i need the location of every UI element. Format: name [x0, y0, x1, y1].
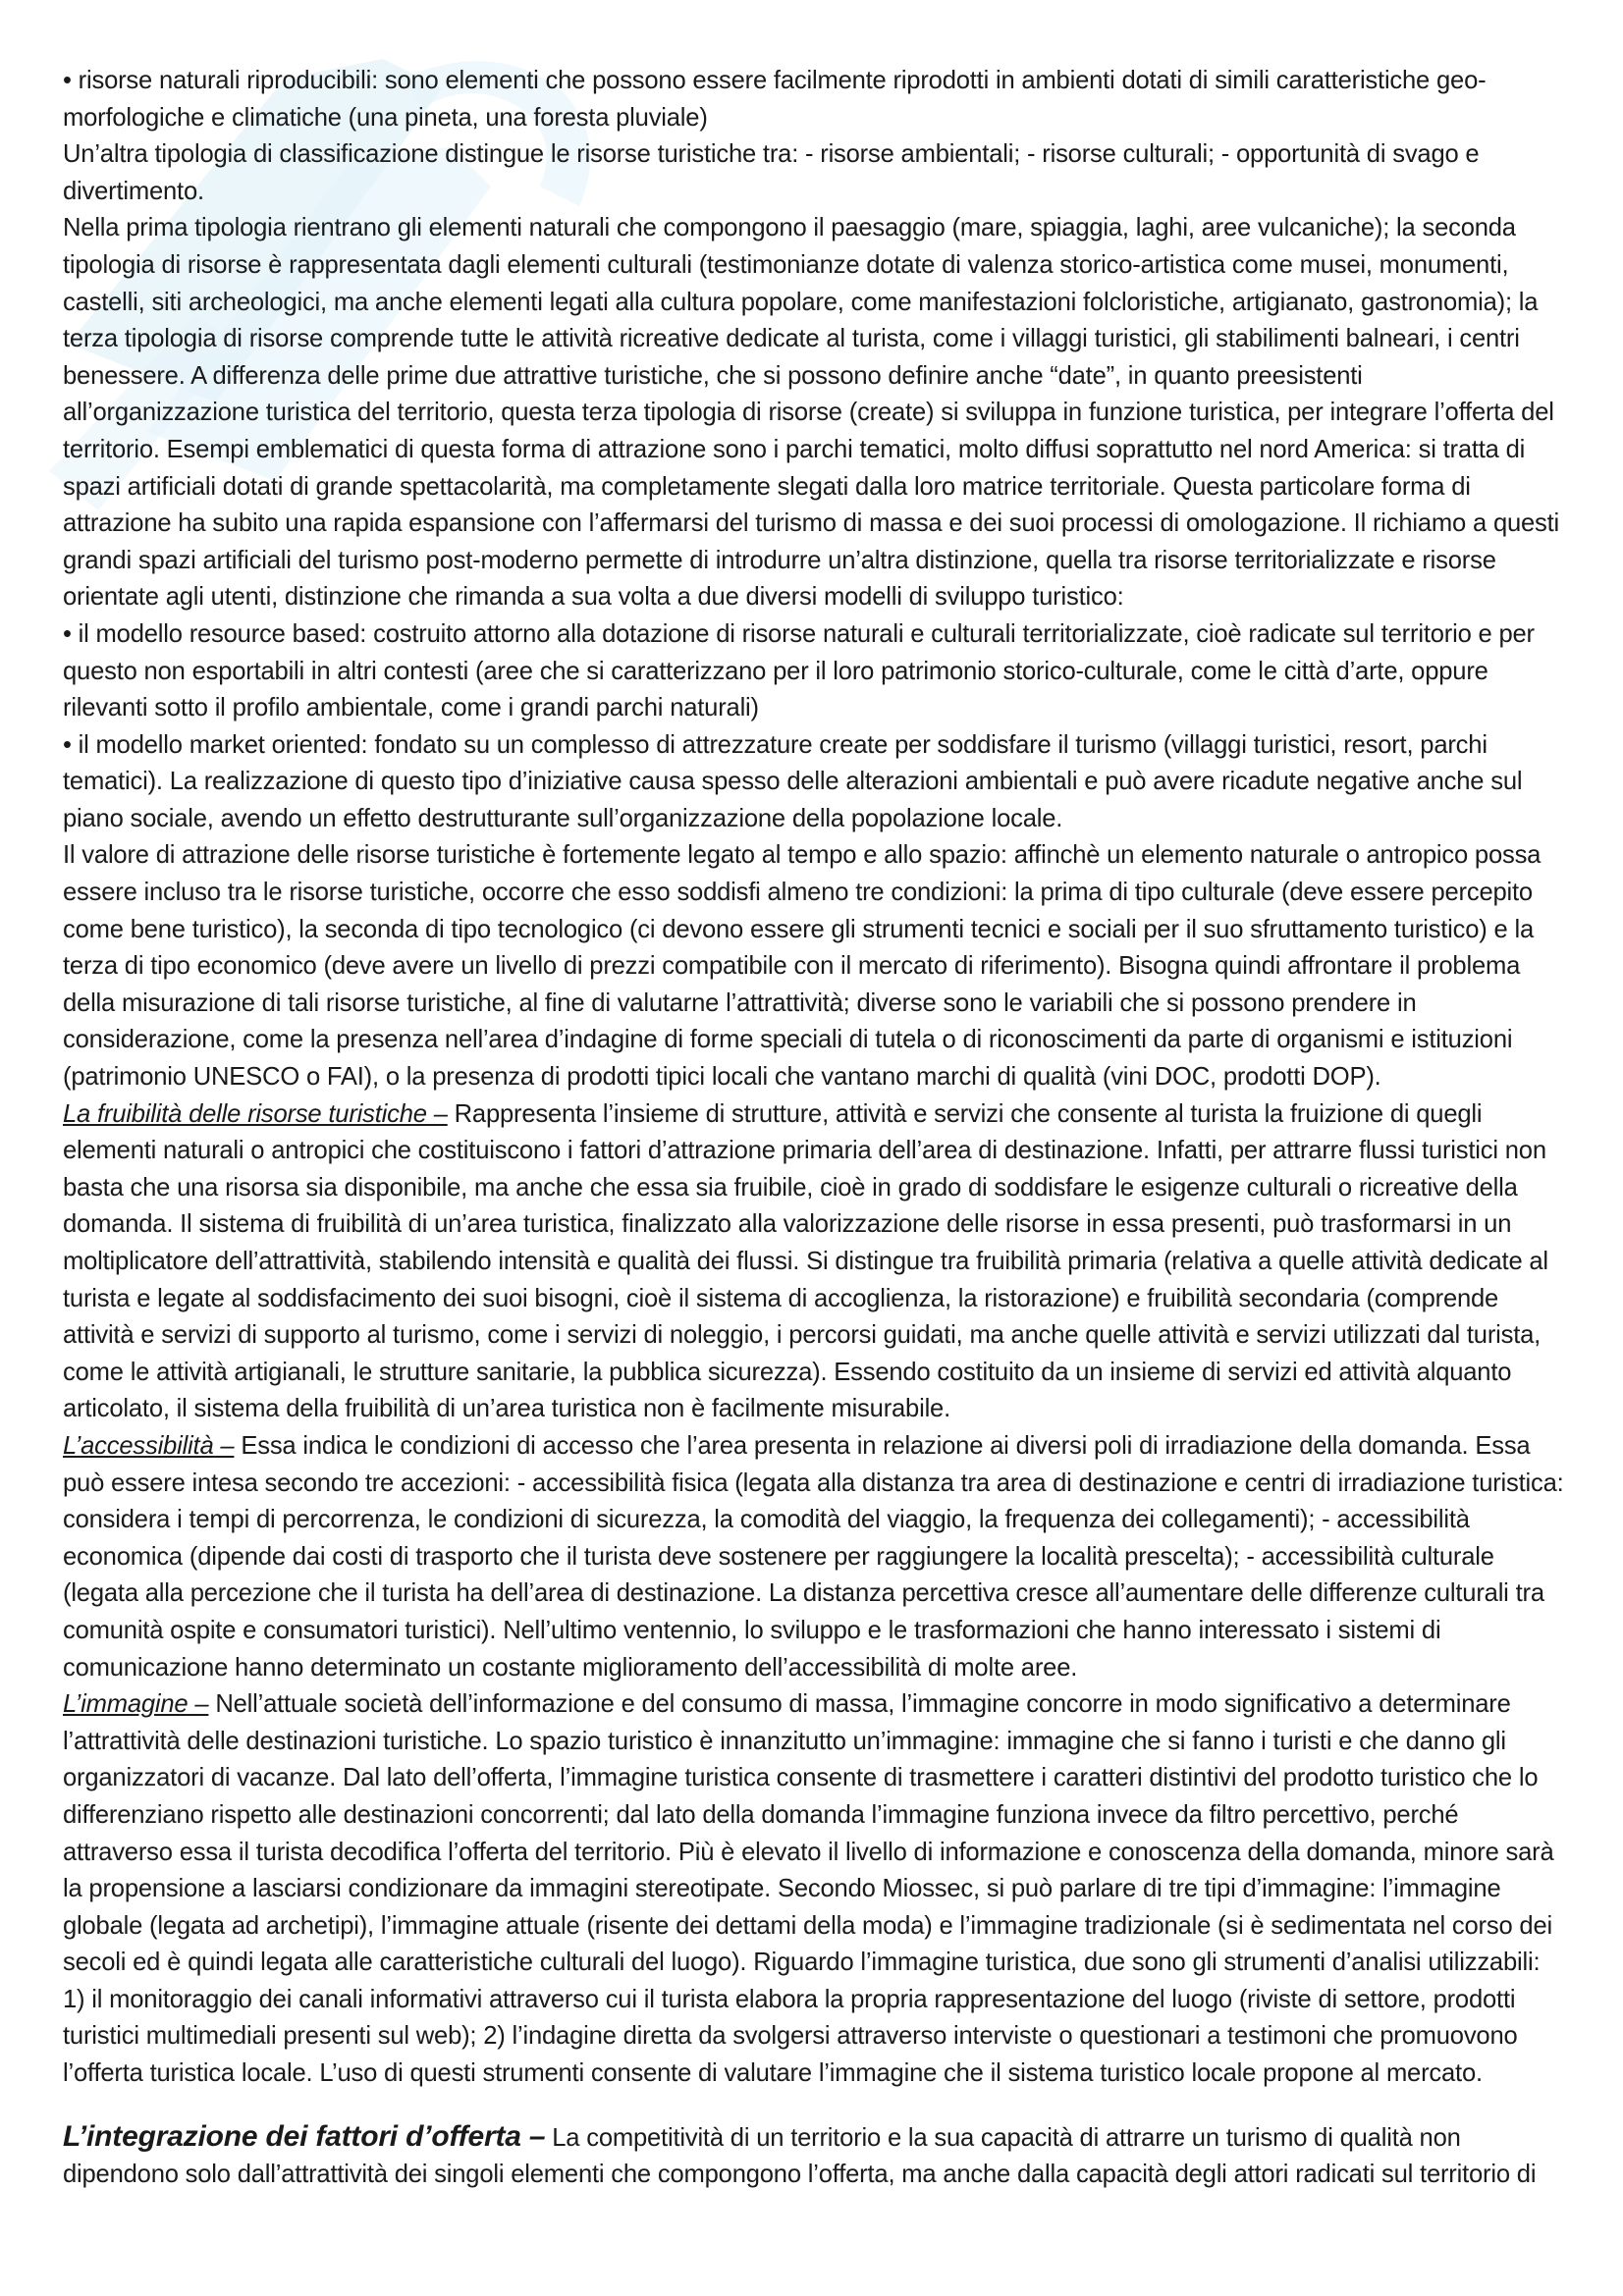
- section-integrazione: [63, 2118, 1565, 2194]
- paragraph-prima-tipologia: Nella prima tipologia rientrano gli elementi naturali che compongono il paesaggio (mare, spiaggia, laghi, aree vulcaniche); la seconda tipologia di risorse è rappresentata dagli elementi culturali (testimonianze dotate di valenza storico-artistica come musei, monumenti, castelli, siti archeologici, ma anche elementi legati alla cultura popolare, come manifestazioni folcloristiche, artigianato, gastronomia); la terza tipologia di risorse comprende tutte le attività ricreative dedicate al turista, come i villaggi turistici, gli stabilimenti balneari, i centri benessere. A differenza delle prime due attrattive turistiche, che si possono definire anche “date”, in quanto preesistenti all’organizzazione turistica del territorio, questa terza tipologia di risorse (create) si sviluppa in funzione turistica, per integrare l’offerta del territorio. Esempi emblematici di questa forma di attrazione sono i parchi tematici, molto diffusi soprattutto nel nord America: si tratta di spazi artificiali dotati di grande spettacolarità, ma completamente slegati dalla loro matrice territoriale. Questa particolare forma di attrazione ha subito una rapida espansione con l’affermarsi del turismo di massa e dei suoi processi di omologazione. Il richiamo a questi grandi spazi artificiali del turismo post-moderno permette di introdurre un’altra distinzione, quella tra risorse territorializzate e risorse orientate agli utenti, distinzione che rimanda a sua volta a due diversi modelli di sviluppo turistico:: [63, 214, 1560, 612]
- section-text-fruibilita: Rappresenta l’insieme di strutture, attività e servizi che consente al turista la fruizione di quegli elementi naturali o antropici che costituiscono i fattori d’attrazione primaria dell’area di destinazione. Infatti, per attrarre flussi turistici non basta che una risorsa sia disponibile, ma anche che essa sia fruibile, cioè in grado di soddisfare le esigenze culturali o ricreative della domanda. Il sistema di fruibilità di un’area turistica, finalizzato alla valorizzazione delle risorse in essa presenti, può trasformarsi in un moltiplicatore dell’attrattività, stabilendo intensità e qualità dei flussi. Si distingue tra fruibilità primaria (relativa a quelle attività dedicate al turista e legate al soddisfacimento dei suoi bisogni, cioè il sistema di accoglienza, la ristorazione) e fruibilità secondaria (comprende attività e servizi di supporto al turismo, come i servizi di noleggio, i percorsi guidati, ma anche quelle attività e servizi utilizzati dal turista, come le attività artigianali, le strutture sanitarie, la pubblica sicurezza). Essendo costituito da un insieme di servizi ed attività alquanto articolato, il sistema della fruibilità di un’area turistica non è facilmente misurabile.: [63, 1099, 1548, 1423]
- section-text-accessibilita: Essa indica le condizioni di accesso che l’area presenta in relazione ai diversi poli di irradiazione della domanda. Essa può essere intesa secondo tre accezioni: - accessibilità fisica (legata alla distanza tra area di destinazione e centri di irradiazione turistica: considera i tempi di percorrenza, le condizioni di sicurezza, la comodità del viaggio, la frequenza dei collegamenti); - accessibilità economica (dipende dai costi di trasporto che il turista deve sostenere per raggiungere la località prescelta); - accessibilità culturale (legata alla percezione che il turista ha dell’area di destinazione. La distanza percettiva cresce all’aumentare delle differenze culturali tra comunità ospite e consumatori turistici). Nell’ultimo ventennio, lo sviluppo e le trasformazioni che hanno interessato i sistemi di comunicazione hanno determinato un costante miglioramento dell’accessibilità di molte aree.: [63, 1431, 1564, 1682]
- section-text-integrazione: La competitività di un territorio e la sua capacità di attrarre un turismo di qualità non dipendono solo dall’attrattività dei singoli elementi che compongono l’offerta, ma anche dalla capacità degli attori radicati sul territorio di: [63, 2123, 1537, 2189]
- section-immagine: [63, 1686, 1565, 2093]
- section-fruibilita: [63, 1096, 1565, 1428]
- document-page: [63, 63, 1565, 2194]
- section-title-integrazione: L’integrazione dei fattori d’offerta –: [63, 2119, 546, 2153]
- bullet-resource-based: • il modello resource based: costruito attorno alla dotazione di risorse naturali e culturali territorializzate, cioè radicate sul territorio e per questo non esportabili in altri contesti (aree che si caratterizzano per il loro patrimonio storico-culturale, come le città d’arte, oppure rilevanti sotto il profilo ambientale, come i grandi parchi naturali): [63, 619, 1535, 722]
- section-gap: [63, 2093, 1565, 2118]
- paragraph-tipologie: Un’altra tipologia di classificazione distingue le risorse turistiche tra: - risorse ambientali; - risorse culturali; - opportunità di svago e divertimento.: [63, 140, 1480, 205]
- paragraph-valore-attrazione: Il valore di attrazione delle risorse turistiche è fortemente legato al tempo e allo spazio: affinchè un elemento naturale o antropico possa essere incluso tra le risorse turistiche, occorre che esso soddisfi almeno tre condizioni: la prima di tipo culturale (deve essere percepito come bene turistico), la seconda di tipo tecnologico (ci devono essere gli strumenti tecnici e sociali per il suo sfruttamento turistico) e la terza di tipo economico (deve avere un livello di prezzi compatibile con il mercato di riferimento). Bisogna quindi affrontare il problema della misurazione di tali risorse turistiche, al fine di valutarne l’attrattività; diverse sono le variabili che si possono prendere in considerazione, come la presenza nell’area d’indagine di forme speciali di tutela o di riconoscimenti da parte di organismi e istituzioni (patrimonio UNESCO o FAI), o la presenza di prodotti tipici locali che vantano marchi di qualità (vini DOC, prodotti DOP).: [63, 841, 1542, 1092]
- section-title-accessibilita: L’accessibilità –: [63, 1431, 235, 1460]
- section-title-fruibilita: La fruibilità delle risorse turistiche –: [63, 1099, 448, 1128]
- section-title-immagine: L’immagine –: [63, 1690, 209, 1719]
- bullet-risorse-riproducibili: • risorse naturali riproducibili: sono elementi che possono essere facilmente riprodotti in ambienti dotati di simili caratteristiche geo-morfologiche e climatiche (una pineta, una foresta pluviale): [63, 67, 1487, 132]
- bullet-market-oriented: • il modello market oriented: fondato su un complesso di attrezzature create per soddisfare il turismo (villaggi turistici, resort, parchi tematici). La realizzazione di questo tipo d’iniziative causa spesso delle alterazioni ambientali e può avere ricadute negative anche sul piano sociale, avendo un effetto destrutturante sull’organizzazione della popolazione locale.: [63, 730, 1523, 832]
- section-text-immagine: Nell’attuale società dell’informazione e del consumo di massa, l’immagine concorre in modo significativo a determinare l’attrattività delle destinazioni turistiche. Lo spazio turistico è innanzitutto un’immagine: immagine che si fanno i turisti e che danno gli organizzatori di vacanze. Dal lato dell’offerta, l’immagine turistica consente di trasmettere i caratteri distintivi del prodotto turistico che lo differenziano rispetto alle destinazioni concorrenti; dal lato della domanda l’immagine funziona invece da filtro percettivo, perché attraverso essa il turista decodifica l’offerta del territorio. Più è elevato il livello di informazione e conoscenza della domanda, minore sarà la propensione a lasciarsi condizionare da immagini stereotipate. Secondo Miossec, si può parlare di tre tipi d’immagine: l’immagine globale (legata ad archetipi), l’immagine attuale (risente dei dettami della moda) e l’immagine tradizionale (si è sedimentata nel corso dei secoli ed è quindi legata alle caratteristiche culturali del luogo). Riguardo l’immagine turistica, due sono gli strumenti d’analisi utilizzabili: 1) il monitoraggio dei canali informativi attraverso cui il turista elabora la propria rappresentazione del luogo (riviste di settore, prodotti turistici multimediali presenti sul web); 2) l’indagine diretta da svolgersi attraverso interviste o questionari a testimoni che promuovono l’offerta turistica locale. L’uso di questi strumenti consente di valutare l’immagine che il sistema turistico locale propone al mercato.: [63, 1690, 1554, 2088]
- section-accessibilita: [63, 1428, 1565, 1686]
